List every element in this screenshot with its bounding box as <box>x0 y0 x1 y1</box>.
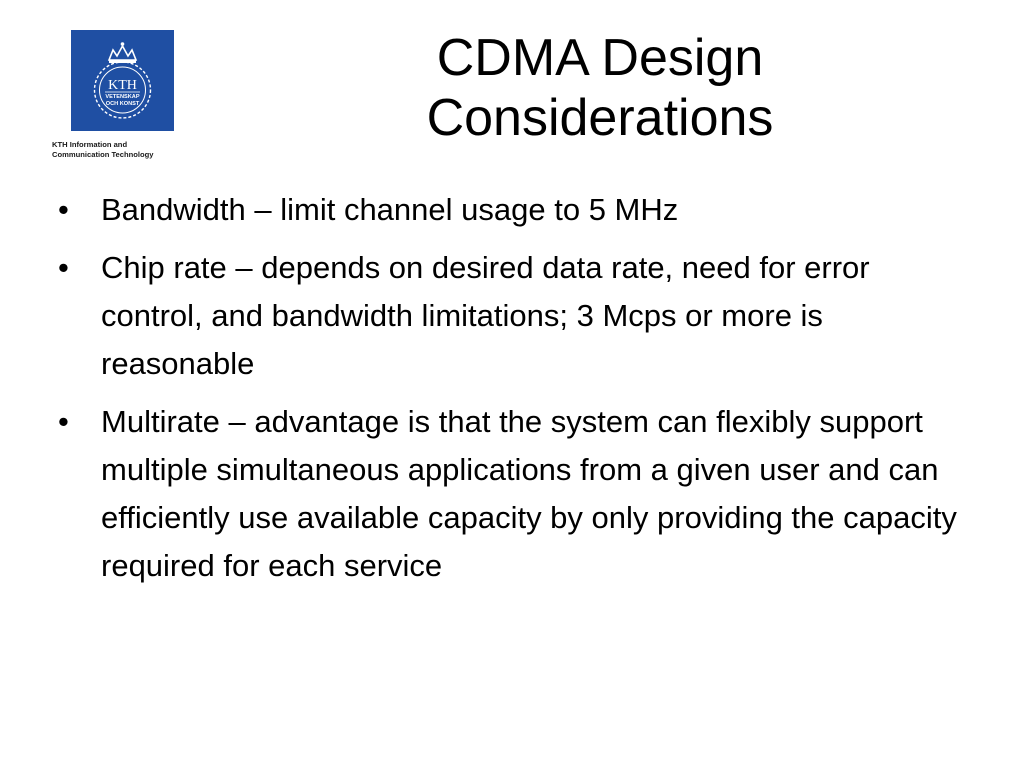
bullet-text: Multirate – advantage is that the system can flexibly support multiple simultaneous applications from a given user and can efficiently use available capacity by only providing the capacity required for each service <box>101 404 957 583</box>
bullet-icon: • <box>58 250 69 285</box>
bullet-item-multirate <box>58 398 978 590</box>
kth-logo <box>52 30 192 162</box>
logo-caption-line-1: KTH Information and <box>52 140 128 149</box>
slide-title <box>300 28 900 148</box>
slide-title-line-2: Considerations <box>426 89 774 147</box>
bullet-icon: • <box>58 192 69 227</box>
crest-line2: VETENSKAP <box>105 94 140 100</box>
bullet-item-bandwidth <box>58 186 978 234</box>
bullet-icon: • <box>58 404 69 439</box>
logo-caption-line-2: Communication Technology <box>52 150 154 159</box>
logo-caption <box>52 140 192 160</box>
kth-crest-icon <box>71 30 174 131</box>
bullet-text: Chip rate – depends on desired data rate, need for error control, and bandwidth limitations; 3 Mcps or more is reasonable <box>101 250 870 381</box>
crest-kth: KTH <box>108 78 137 93</box>
bullet-text: Bandwidth – limit channel usage to 5 MHz <box>101 192 679 227</box>
crest-line3: OCH KONST <box>105 101 140 107</box>
bullet-list <box>58 186 978 600</box>
slide-title-line-1: CDMA Design <box>436 29 764 87</box>
bullet-item-chip-rate <box>58 244 978 388</box>
